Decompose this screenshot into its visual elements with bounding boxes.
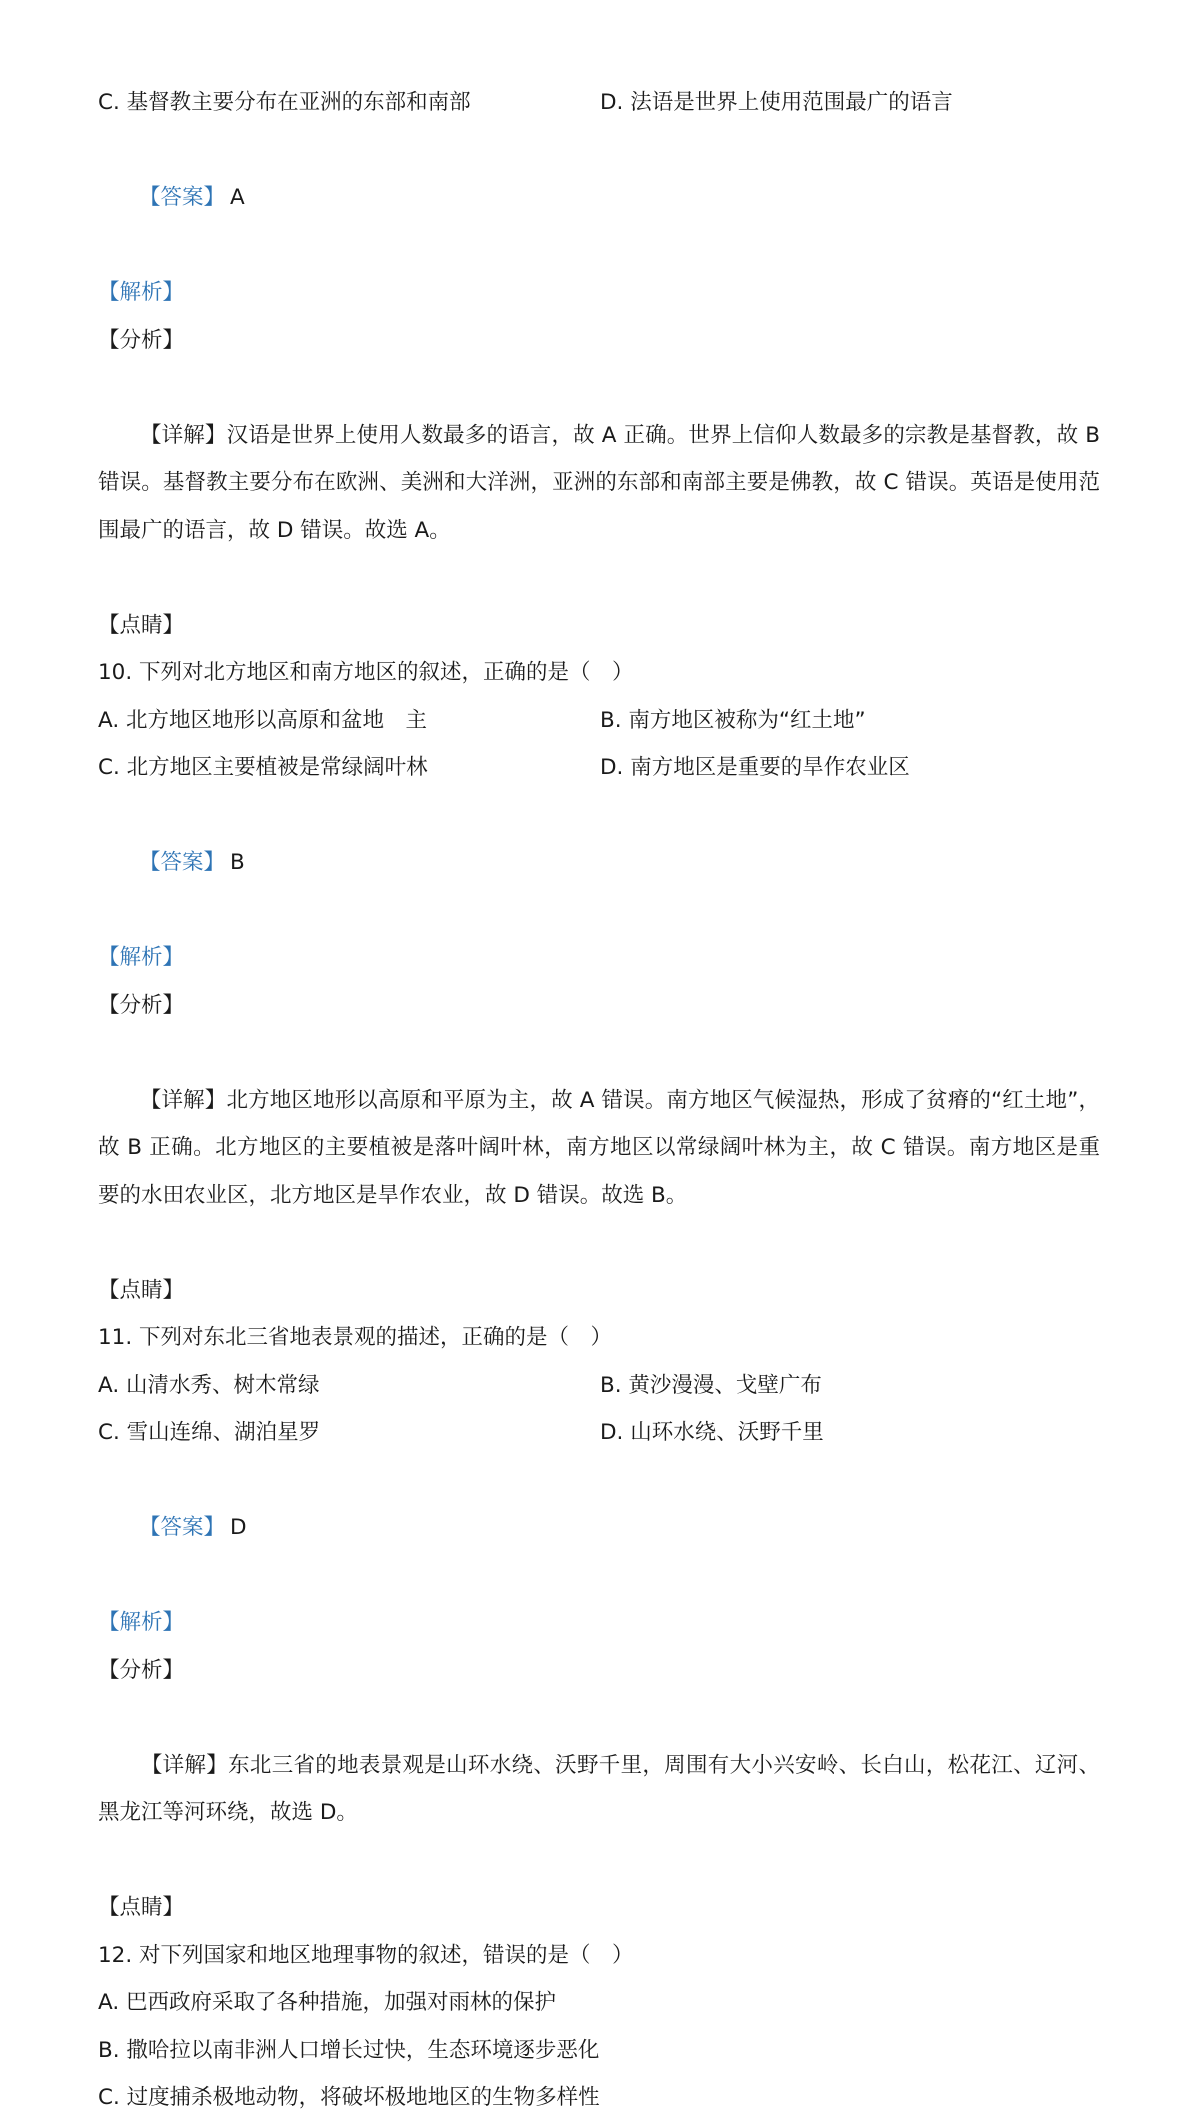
q9-answer-value: A xyxy=(230,185,245,210)
q11-answer-line xyxy=(98,1457,1100,1600)
q11-jiexi-label: 【解析】 xyxy=(98,1610,185,1635)
q11-answer-value: D xyxy=(230,1515,247,1540)
question-11-section xyxy=(98,1314,1100,1932)
q11-question-text: 11. 下列对东北三省地表景观的描述，正确的是（ ） xyxy=(98,1325,613,1350)
xiangjie-label: 【详解】 xyxy=(139,422,227,448)
q9-answer-line xyxy=(98,127,1100,270)
q10-options-row-cd xyxy=(98,744,1100,792)
q10-option-c: C. 北方地区主要植被是常绿阔叶林 xyxy=(98,755,428,780)
q9-detail-text: 汉语是世界上使用人数最多的语言，故 A 正确。世界上信仰人数最多的宗教是基督教，故 B 错误。基督教主要分布在欧洲、美洲和大洋洲，亚洲的东部和南部主要是佛教，故 C 错误。英语是使用范围最广的语言，故 D 错误。故选 A。 xyxy=(98,422,1107,543)
q9-dianjing-label: 【点睛】 xyxy=(98,612,185,638)
answer-label: 【答案】 xyxy=(139,185,226,210)
q10-detail-text: 北方地区地形以高原和平原为主，故 A 错误。南方地区气候湿热，形成了贫瘠的“红土地”，故 B 正确。北方地区的主要植被是落叶阔叶林，南方地区以常绿阔叶林为主，故 C 错误。南方地区是重要的水田农业区，北方地区是旱作农业，故 D 错误。故选 B。 xyxy=(98,1087,1100,1208)
q10-option-b: B. 南方地区被称为“红土地” xyxy=(600,707,866,733)
q11-option-d: D. 山环水绕、沃野千里 xyxy=(600,1420,824,1445)
q11-options-row-ab xyxy=(98,1362,1100,1410)
q11-option-b: B. 黄沙漫漫、戈壁广布 xyxy=(600,1372,822,1398)
q9-jiexi-label: 【解析】 xyxy=(98,280,185,305)
q10-question-text: 10. 下列对北方地区和南方地区的叙述，正确的是（ ） xyxy=(98,660,634,685)
question-10-section xyxy=(98,649,1100,1314)
q10-fenxi-label: 【分析】 xyxy=(98,992,185,1018)
q10-option-d: D. 南方地区是重要的旱作农业区 xyxy=(600,755,910,780)
question-12-section xyxy=(98,1932,1100,2122)
q12-question-text: 12. 对下列国家和地区地理事物的叙述，错误的是（ ） xyxy=(98,1942,634,1968)
q11-detail-text: 东北三省的地表景观是山环水绕、沃野千里，周围有大小兴安岭、长白山，松花江、辽河、黑龙江等河环绕，故选 D。 xyxy=(98,1752,1100,1825)
q9-options-row-cd xyxy=(98,79,1100,127)
answer-label: 【答案】 xyxy=(139,850,226,875)
q10-detail-paragraph xyxy=(98,1029,1100,1267)
q10-answer-value: B xyxy=(230,850,245,875)
q10-options-row-ab xyxy=(98,697,1100,745)
q11-dianjing-label: 【点睛】 xyxy=(98,1895,185,1920)
q10-jiexi-label: 【解析】 xyxy=(98,945,185,970)
answer-label: 【答案】 xyxy=(139,1515,226,1540)
q11-fenxi-label: 【分析】 xyxy=(98,1657,185,1683)
q10-answer-line xyxy=(98,792,1100,935)
q12-option-a: A. 巴西政府采取了各种措施，加强对雨林的保护 xyxy=(98,1990,557,2015)
xiangjie-label: 【详解】 xyxy=(139,1087,227,1113)
q9-option-c: C. 基督教主要分布在亚洲的东部和南部 xyxy=(98,90,471,115)
q10-dianjing-label: 【点睛】 xyxy=(98,1277,185,1303)
q11-options-row-cd xyxy=(98,1409,1100,1457)
q9-detail-paragraph xyxy=(98,364,1107,602)
q10-option-a: A. 北方地区地形以高原和盆地 主 xyxy=(98,707,427,733)
q11-option-a: A. 山清水秀、树木常绿 xyxy=(98,1372,320,1398)
q11-detail-paragraph xyxy=(98,1694,1100,1884)
q12-option-c: C. 过度捕杀极地动物，将破坏极地地区的生物多样性 xyxy=(98,2085,600,2110)
q9-fenxi-label: 【分析】 xyxy=(98,327,185,353)
q11-option-c: C. 雪山连绵、湖泊星罗 xyxy=(98,1420,321,1445)
q9-option-d: D. 法语是世界上使用范围最广的语言 xyxy=(600,90,953,115)
question-9-section xyxy=(98,79,1107,649)
q12-option-b: B. 撒哈拉以南非洲人口增长过快，生态环境逐步恶化 xyxy=(98,2037,600,2063)
xiangjie-label: 【详解】 xyxy=(140,1752,229,1778)
